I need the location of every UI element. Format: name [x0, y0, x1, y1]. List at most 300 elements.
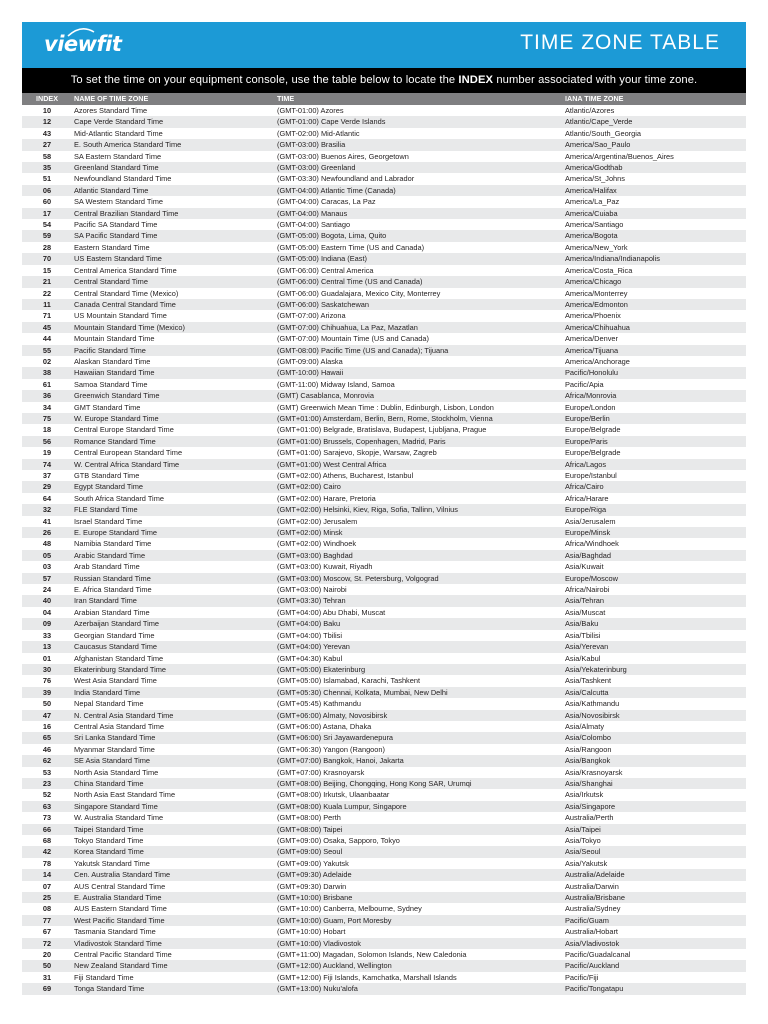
table-header-row [22, 93, 746, 105]
table-row [22, 858, 746, 869]
zone-name-cell: Namibia Standard Time [74, 539, 152, 549]
index-cell: 43 [42, 128, 52, 138]
table-row [22, 618, 746, 629]
zone-name-cell: Samoa Standard Time [74, 379, 148, 389]
time-cell: (GMT+05:45) Kathmandu [277, 699, 362, 709]
time-cell: (GMT+06:00) Astana, Dhaka [277, 721, 372, 731]
iana-cell: Pacific/Apia [565, 379, 604, 389]
iana-cell: Australia/Perth [565, 813, 614, 823]
time-cell: (GMT+02:00) Helsinki, Kiev, Riga, Sofia, Tallinn, Vilnius [277, 505, 458, 515]
zone-name-cell: Central Asia Standard Time [74, 721, 164, 731]
table-row [22, 653, 746, 664]
time-cell: (GMT-03:00) Brasilia [277, 140, 346, 150]
time-cell: (GMT+08:00) Irkutsk, Ulaanbaatar [277, 790, 390, 800]
index-cell: 24 [42, 585, 52, 595]
zone-name-cell: Central Standard Time [74, 277, 148, 287]
table-row [22, 698, 746, 709]
time-cell: (GMT+04:30) Kabul [277, 653, 343, 663]
table-row [22, 390, 746, 401]
table-row [22, 276, 746, 287]
iana-cell: Atlantic/Cape_Verde [565, 117, 633, 127]
column-header-index: INDEX [36, 94, 58, 103]
zone-name-cell: Arabian Standard Time [74, 607, 150, 617]
brand-logo: viewfit [44, 32, 122, 56]
iana-cell: Asia/Vladivostok [565, 938, 620, 948]
zone-name-cell: E. Australia Standard Time [74, 893, 162, 903]
time-cell: (GMT-07:00) Chihuahua, La Paz, Mazatlan [277, 322, 418, 332]
iana-cell: America/Tijuana [565, 345, 619, 355]
iana-cell: Asia/Taipei [565, 824, 601, 834]
index-cell: 27 [42, 140, 52, 150]
table-row [22, 835, 746, 846]
zone-name-cell: India Standard Time [74, 687, 141, 697]
iana-cell: America/Chicago [565, 277, 622, 287]
time-cell: (GMT+02:00) Jerusalem [277, 516, 358, 526]
index-cell: 05 [42, 550, 52, 560]
table-row [22, 436, 746, 447]
table-row [22, 173, 746, 184]
iana-cell: America/New_York [565, 242, 628, 252]
index-cell: 55 [42, 345, 52, 355]
time-cell: (GMT-04:00) Santiago [277, 220, 351, 230]
index-cell: 14 [42, 870, 52, 880]
zone-name-cell: Caucasus Standard Time [74, 642, 157, 652]
zone-name-cell: Afghanistan Standard Time [74, 653, 164, 663]
index-cell: 71 [42, 311, 52, 321]
table-row [22, 926, 746, 937]
iana-cell: Asia/Seoul [565, 847, 601, 857]
index-cell: 13 [42, 642, 52, 652]
index-cell: 06 [42, 185, 52, 195]
zone-name-cell: Arab Standard Time [74, 562, 140, 572]
iana-cell: America/Chihuahua [565, 322, 630, 332]
zone-name-cell: SA Pacific Standard Time [74, 231, 158, 241]
iana-cell: Asia/Calcutta [565, 687, 609, 697]
zone-name-cell: Central Brazilian Standard Time [74, 208, 179, 218]
table-row [22, 162, 746, 173]
column-header-iana: IANA TIME ZONE [565, 94, 624, 103]
table-row [22, 424, 746, 435]
index-cell: 50 [42, 699, 52, 709]
zone-name-cell: GMT Standard Time [74, 402, 141, 412]
index-cell: 32 [42, 505, 52, 515]
zone-name-cell: W. Europe Standard Time [74, 413, 159, 423]
iana-cell: Asia/Kuwait [565, 562, 604, 572]
table-row [22, 185, 746, 196]
index-cell: 35 [42, 163, 52, 173]
table-row [22, 892, 746, 903]
time-cell: (GMT-06:00) Guadalajara, Mexico City, Monterrey [277, 288, 441, 298]
iana-cell: Europe/Berlin [565, 413, 610, 423]
zone-name-cell: Central Europe Standard Time [74, 425, 174, 435]
time-cell: (GMT+13:00) Nuku'alofa [277, 984, 358, 994]
zone-name-cell: North Asia East Standard Time [74, 790, 176, 800]
table-row [22, 903, 746, 914]
index-cell: 59 [42, 231, 52, 241]
table-row [22, 151, 746, 162]
iana-cell: Australia/Adelaide [565, 870, 625, 880]
header-banner [22, 22, 746, 68]
time-cell: (GMT+10:00) Brisbane [277, 893, 353, 903]
iana-cell: Asia/Kathmandu [565, 699, 620, 709]
iana-cell: America/Argentina/Buenos_Aires [565, 151, 674, 161]
time-cell: (GMT+10:00) Hobart [277, 927, 346, 937]
iana-cell: Asia/Rangoon [565, 744, 612, 754]
time-cell: (GMT) Casablanca, Monrovia [277, 391, 374, 401]
zone-name-cell: Iran Standard Time [74, 596, 137, 606]
zone-name-cell: Vladivostok Standard Time [74, 938, 162, 948]
table-row [22, 710, 746, 721]
table-row [22, 242, 746, 253]
time-cell: (GMT-04:00) Manaus [277, 208, 348, 218]
zone-name-cell: US Eastern Standard Time [74, 254, 162, 264]
table-row [22, 561, 746, 572]
iana-cell: Asia/Singapore [565, 801, 616, 811]
index-cell: 56 [42, 436, 52, 446]
index-cell: 65 [42, 733, 52, 743]
iana-cell: Australia/Hobart [565, 927, 618, 937]
iana-cell: Europe/Riga [565, 505, 607, 515]
time-cell: (GMT+03:00) Moscow, St. Petersburg, Volgograd [277, 573, 439, 583]
table-row [22, 299, 746, 310]
iana-cell: Asia/Baghdad [565, 550, 612, 560]
zone-name-cell: E. Africa Standard Time [74, 585, 152, 595]
index-cell: 01 [42, 653, 52, 663]
time-cell: (GMT-08:00) Pacific Time (US and Canada); Tijuana [277, 345, 449, 355]
zone-name-cell: North Asia Standard Time [74, 767, 159, 777]
time-cell: (GMT+07:00) Bangkok, Hanoi, Jakarta [277, 756, 404, 766]
time-cell: (GMT+04:00) Baku [277, 619, 341, 629]
zone-name-cell: GTB Standard Time [74, 471, 140, 480]
iana-cell: America/Monterrey [565, 288, 628, 298]
table-row [22, 573, 746, 584]
table-row [22, 550, 746, 561]
iana-cell: Atlantic/South_Georgia [565, 128, 642, 138]
iana-cell: Africa/Harare [565, 493, 609, 503]
table-row [22, 972, 746, 983]
index-cell: 10 [42, 106, 52, 115]
index-cell: 46 [42, 744, 52, 754]
index-cell: 61 [42, 379, 52, 389]
iana-cell: Australia/Darwin [565, 881, 619, 891]
index-cell: 42 [42, 847, 52, 857]
index-cell: 28 [42, 242, 52, 252]
time-cell: (GMT) Greenwich Mean Time : Dublin, Edinburgh, Lisbon, London [277, 402, 494, 412]
index-cell: 19 [42, 448, 52, 458]
index-cell: 58 [42, 151, 52, 161]
table-row [22, 322, 746, 333]
zone-name-cell: Tokyo Standard Time [74, 836, 144, 845]
table-row [22, 310, 746, 321]
index-cell: 22 [42, 288, 52, 298]
iana-cell: Europe/London [565, 402, 616, 412]
index-cell: 20 [42, 950, 52, 960]
zone-name-cell: Cape Verde Standard Time [74, 117, 164, 127]
zone-name-cell: New Zealand Standard Time [74, 961, 168, 971]
index-cell: 74 [42, 459, 52, 469]
iana-cell: Asia/Yakutsk [565, 858, 608, 868]
time-cell: (GMT+03:00) Kuwait, Riyadh [277, 562, 373, 572]
zone-name-cell: Alaskan Standard Time [74, 356, 151, 366]
table-row [22, 265, 746, 276]
zone-name-cell: Yakutsk Standard Time [74, 858, 150, 868]
iana-cell: Europe/Moscow [565, 573, 618, 583]
table-row [22, 983, 746, 994]
index-cell: 04 [42, 607, 52, 617]
table-row [22, 253, 746, 264]
time-cell: (GMT-05:00) Bogota, Lima, Quito [277, 231, 387, 241]
table-row [22, 493, 746, 504]
index-cell: 18 [42, 425, 52, 435]
iana-cell: Africa/Cairo [565, 482, 604, 492]
index-cell: 75 [42, 413, 52, 423]
zone-name-cell: Israel Standard Time [74, 516, 143, 526]
time-cell: (GMT+03:00) Baghdad [277, 550, 353, 560]
iana-cell: Asia/Krasnoyarsk [565, 767, 623, 777]
table-row [22, 687, 746, 698]
iana-cell: Asia/Shanghai [565, 778, 613, 788]
table-body [22, 105, 746, 995]
index-cell: 23 [42, 778, 52, 788]
time-cell: (GMT+08:00) Perth [277, 813, 341, 823]
time-cell: (GMT+01:00) Sarajevo, Skopje, Warsaw, Zagreb [277, 448, 437, 458]
table-row [22, 208, 746, 219]
iana-cell: America/Santiago [565, 220, 624, 230]
instruction-bar [22, 68, 746, 93]
iana-cell: Australia/Brisbane [565, 893, 625, 903]
index-cell: 34 [42, 402, 52, 412]
table-row [22, 960, 746, 971]
index-cell: 51 [42, 174, 52, 184]
table-row [22, 105, 746, 116]
iana-cell: Europe/Istanbul [565, 471, 617, 480]
index-cell: 40 [42, 596, 52, 606]
time-cell: (GMT-04:00) Atlantic Time (Canada) [277, 185, 396, 195]
time-cell: (GMT+08:00) Beijing, Chongqing, Hong Kong SAR, Urumqi [277, 778, 472, 788]
iana-cell: Europe/Minsk [565, 528, 611, 538]
instruction-text-bold: INDEX [458, 74, 494, 86]
zone-name-cell: N. Central Asia Standard Time [74, 710, 174, 720]
zone-name-cell: Azerbaijan Standard Time [74, 619, 160, 629]
zone-name-cell: Mid-Atlantic Standard Time [74, 128, 163, 138]
table-row [22, 846, 746, 857]
iana-cell: Pacific/Auckland [565, 961, 620, 971]
iana-cell: Asia/Bangkok [565, 756, 611, 766]
zone-name-cell: Azores Standard Time [74, 106, 148, 115]
time-cell: (GMT+10:00) Vladivostok [277, 938, 361, 948]
zone-name-cell: Sri Lanka Standard Time [74, 733, 156, 743]
index-cell: 39 [42, 687, 52, 697]
zone-name-cell: Atlantic Standard Time [74, 185, 149, 195]
zone-name-cell: Newfoundland Standard Time [74, 174, 172, 184]
time-cell: (GMT+05:30) Chennai, Kolkata, Mumbai, New Delhi [277, 687, 448, 697]
time-cell: (GMT+08:00) Kuala Lumpur, Singapore [277, 801, 407, 811]
table-row [22, 789, 746, 800]
time-cell: (GMT+05:00) Islamabad, Karachi, Tashkent [277, 676, 421, 686]
iana-cell: Atlantic/Azores [565, 106, 615, 115]
zone-name-cell: E. Europe Standard Time [74, 528, 157, 538]
index-cell: 36 [42, 391, 52, 401]
iana-cell: Asia/Novosibirsk [565, 710, 620, 720]
iana-cell: Pacific/Guam [565, 915, 609, 925]
index-cell: 60 [42, 197, 52, 207]
time-cell: (GMT+09:30) Adelaide [277, 870, 352, 880]
zone-name-cell: China Standard Time [74, 778, 144, 788]
index-cell: 67 [42, 927, 52, 937]
table-row [22, 379, 746, 390]
zone-name-cell: Korea Standard Time [74, 847, 144, 857]
table-row [22, 607, 746, 618]
index-cell: 73 [42, 813, 52, 823]
time-cell: (GMT+01:00) Belgrade, Bratislava, Budapest, Ljubljana, Prague [277, 425, 487, 435]
iana-cell: Pacific/Tongatapu [565, 984, 624, 994]
iana-cell: Asia/Irkutsk [565, 790, 604, 800]
zone-name-cell: W. Australia Standard Time [74, 813, 164, 823]
table-row [22, 527, 746, 538]
index-cell: 68 [42, 836, 52, 845]
zone-name-cell: SA Eastern Standard Time [74, 151, 162, 161]
table-row [22, 721, 746, 732]
table-row [22, 413, 746, 424]
zone-name-cell: Central America Standard Time [74, 265, 177, 275]
iana-cell: America/Anchorage [565, 356, 630, 366]
index-cell: 41 [42, 516, 52, 526]
time-cell: (GMT+04:00) Abu Dhabi, Muscat [277, 607, 386, 617]
zone-name-cell: South Africa Standard Time [74, 493, 164, 503]
time-cell: (GMT+01:00) Amsterdam, Berlin, Bern, Rome, Stockholm, Vienna [277, 413, 493, 423]
index-cell: 50 [42, 961, 52, 971]
index-cell: 12 [42, 117, 52, 127]
time-cell: (GMT+06:00) Sri Jayawardenepura [277, 733, 394, 743]
index-cell: 57 [42, 573, 52, 583]
index-cell: 26 [42, 528, 52, 538]
iana-cell: Asia/Tashkent [565, 676, 612, 686]
table-row [22, 767, 746, 778]
table-row [22, 664, 746, 675]
time-cell: (GMT+08:00) Taipei [277, 824, 343, 834]
index-cell: 08 [42, 904, 52, 914]
table-row [22, 459, 746, 470]
table-row [22, 470, 746, 481]
zone-name-cell: Central European Standard Time [74, 448, 183, 458]
time-cell: (GMT+01:00) West Central Africa [277, 459, 387, 469]
index-cell: 29 [42, 482, 52, 492]
iana-cell: Pacific/Fiji [565, 972, 599, 982]
time-cell: (GMT+06:30) Yangon (Rangoon) [277, 744, 385, 754]
time-cell: (GMT-06:00) Central America [277, 265, 374, 275]
table-row [22, 538, 746, 549]
time-cell: (GMT+04:00) Yerevan [277, 642, 350, 652]
table-row [22, 345, 746, 356]
zone-name-cell: Taipei Standard Time [74, 824, 144, 834]
index-cell: 52 [42, 790, 52, 800]
table-row [22, 675, 746, 686]
zone-name-cell: Greenland Standard Time [74, 163, 159, 173]
zone-name-cell: Greenwich Standard Time [74, 391, 160, 401]
time-cell: (GMT+04:00) Tbilisi [277, 630, 342, 640]
time-cell: (GMT+03:00) Nairobi [277, 585, 347, 595]
instruction-text-end: number associated with your time zone. [493, 74, 698, 86]
iana-cell: Europe/Belgrade [565, 425, 621, 435]
iana-cell: America/Indiana/Indianapolis [565, 254, 660, 264]
iana-cell: Europe/Belgrade [565, 448, 621, 458]
zone-name-cell: Ekaterinburg Standard Time [74, 664, 167, 674]
zone-name-cell: Pacific SA Standard Time [74, 220, 158, 230]
time-cell: (GMT+09:30) Darwin [277, 881, 347, 891]
index-cell: 45 [42, 322, 52, 332]
index-cell: 72 [42, 938, 52, 948]
table-row [22, 641, 746, 652]
time-cell: (GMT+10:00) Guam, Port Moresby [277, 915, 392, 925]
zone-name-cell: US Mountain Standard Time [74, 311, 167, 321]
index-cell: 31 [42, 972, 52, 982]
zone-name-cell: Hawaiian Standard Time [74, 368, 155, 378]
zone-name-cell: AUS Central Standard Time [74, 881, 166, 891]
table-row [22, 869, 746, 880]
time-cell: (GMT+09:00) Osaka, Sapporo, Tokyo [277, 836, 400, 845]
index-cell: 47 [42, 710, 52, 720]
table-row [22, 139, 746, 150]
index-cell: 17 [42, 208, 52, 218]
index-cell: 11 [43, 299, 51, 309]
time-cell: (GMT+03:30) Tehran [277, 596, 346, 606]
time-cell: (GMT-04:00) Caracas, La Paz [277, 197, 376, 207]
zone-name-cell: West Pacific Standard Time [74, 915, 165, 925]
time-cell: (GMT+12:00) Auckland, Wellington [277, 961, 392, 971]
iana-cell: Pacific/Honolulu [565, 368, 618, 378]
iana-cell: America/Bogota [565, 231, 618, 241]
zone-name-cell: Romance Standard Time [74, 436, 156, 446]
iana-cell: Asia/Yekaterinburg [565, 664, 627, 674]
table-row [22, 744, 746, 755]
zone-name-cell: Tasmania Standard Time [74, 927, 156, 937]
index-cell: 44 [42, 334, 52, 344]
index-cell: 37 [42, 471, 52, 480]
time-cell: (GMT-02:00) Mid-Atlantic [277, 128, 360, 138]
zone-name-cell: Central Standard Time (Mexico) [74, 288, 179, 298]
table-row [22, 732, 746, 743]
time-cell: (GMT+01:00) Brussels, Copenhagen, Madrid, Paris [277, 436, 446, 446]
iana-cell: Asia/Muscat [565, 607, 606, 617]
zone-name-cell: Mountain Standard Time [74, 334, 155, 344]
time-cell: (GMT+02:00) Windhoek [277, 539, 357, 549]
iana-cell: America/Halifax [565, 185, 617, 195]
index-cell: 54 [42, 220, 52, 230]
zone-name-cell: Canada Central Standard Time [74, 299, 176, 309]
index-cell: 48 [42, 539, 52, 549]
iana-cell: America/St_Johns [565, 174, 625, 184]
iana-cell: Pacific/Guadalcanal [565, 950, 631, 960]
table-row [22, 333, 746, 344]
iana-cell: Asia/Jerusalem [565, 516, 616, 526]
time-cell: (GMT-11:00) Midway Island, Samoa [277, 379, 395, 389]
time-cell: (GMT-07:00) Arizona [277, 311, 346, 321]
iana-cell: Australia/Sydney [565, 904, 621, 914]
zone-name-cell: Fiji Standard Time [74, 972, 134, 982]
time-cell: (GMT+02:00) Athens, Bucharest, Istanbul [277, 471, 414, 480]
zone-name-cell: Georgian Standard Time [74, 630, 155, 640]
time-cell: (GMT-05:00) Eastern Time (US and Canada) [277, 242, 425, 252]
time-cell: (GMT+09:00) Seoul [277, 847, 343, 857]
table-row [22, 367, 746, 378]
iana-cell: Asia/Colombo [565, 733, 612, 743]
iana-cell: Africa/Monrovia [565, 391, 617, 401]
iana-cell: America/Costa_Rica [565, 265, 633, 275]
iana-cell: Asia/Tbilisi [565, 630, 601, 640]
table-row [22, 481, 746, 492]
iana-cell: America/Edmonton [565, 299, 628, 309]
zone-name-cell: AUS Eastern Standard Time [74, 904, 167, 914]
